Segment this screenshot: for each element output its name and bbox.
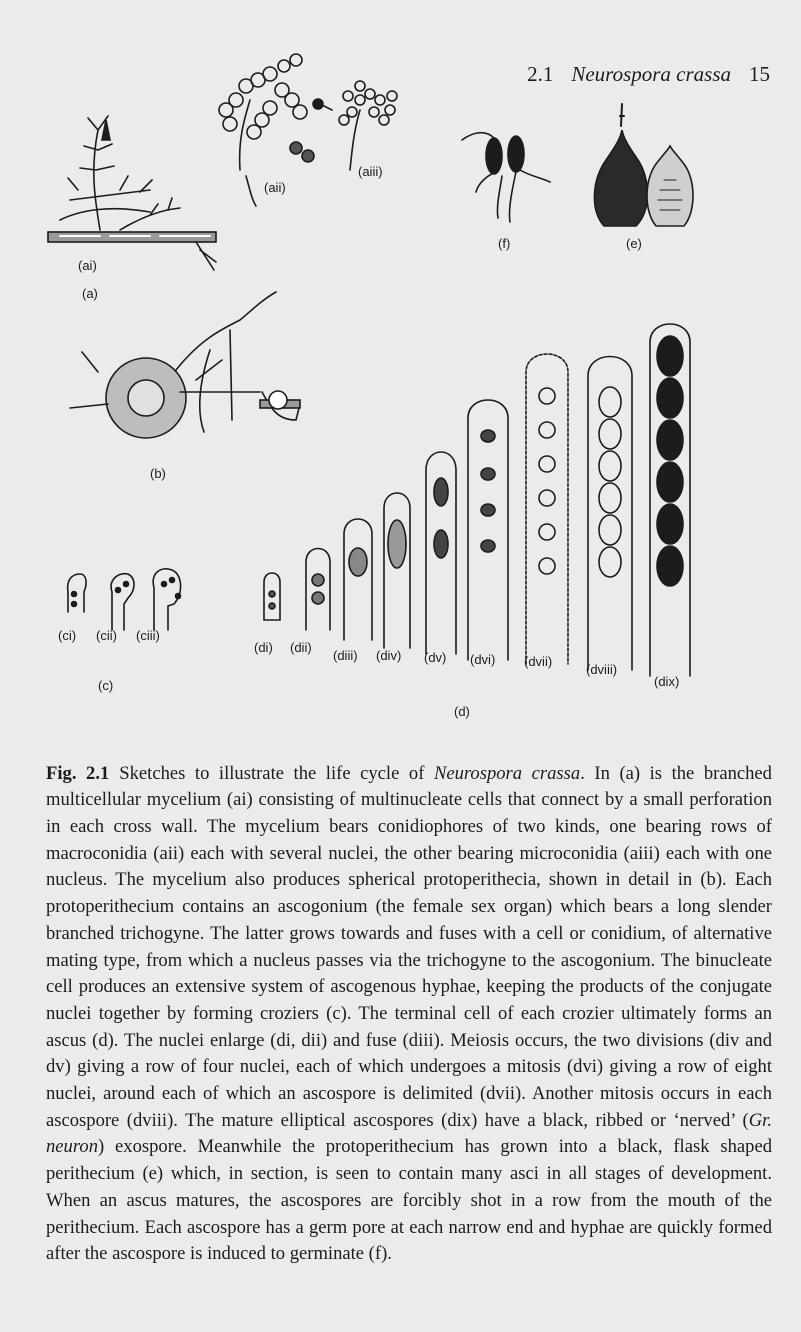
greek-etymology: Gr. neuron (46, 1109, 772, 1158)
section-number: 2.1 (527, 62, 554, 86)
asci-series-drawing (264, 324, 690, 676)
label-cii: (cii) (96, 628, 117, 643)
label-dv: (dv) (424, 650, 447, 665)
page-number: 15 (749, 62, 770, 86)
label-b: (b) (150, 466, 166, 481)
species-name: Neurospora crassa (433, 762, 581, 784)
caption-text-3: ) exospore. Meanwhile the protoperithecium has grown into a black, flask shaped perithecium (e) which, in section, is seen to contain many asci in all stages of development. When an ascus matures, the ascospores are forcibly shot in a row from the mouth of the perithecium. Each ascospore has a germ pore at each narrow end and hyphae are quickly formed after the ascospore is induced to germinate (f). (46, 1136, 772, 1265)
label-diii: (diii) (333, 648, 358, 663)
label-dvi: (dvi) (470, 652, 496, 667)
label-ciii: (ciii) (136, 628, 160, 643)
label-aii: (aii) (264, 180, 286, 195)
mycelium-drawing (48, 116, 216, 270)
germinating-ascospore-drawing (462, 133, 550, 222)
label-f: (f) (498, 236, 511, 251)
label-div: (div) (376, 648, 402, 663)
figure-number: Fig. 2.1 (46, 762, 110, 784)
caption-text-2: . In (a) is the branched multicellular mycelium (ai) consisting of multinucleate cells that connect by a small perforation in each cross wall. The mycelium bears conidiophores of two kinds, one bearing rows of macroconidia (aii) each with several nuclei, the other bearing microconidia (aiii) each with one nucleus. The mycelium also produces spherical protoperithecia, shown in detail in (b). Each protoperithecium contains an ascogonium (the female sex organ) which bears a long slender branched trichogyne. The latter grows towards and fuses with a cell or conidium, of alternative mating type, from which a nucleus passes via the trichogyne to the ascogonium. The binucleate cell produces an extensive system of ascogenous hyphae, keeping the products of the conjugate nuclei together by forming croziers (c). The terminal cell of each crozier ultimately forms an ascus (d). The nuclei enlarge (di, dii) and fuse (diii). Meiosis occurs, the two divisions (div and dv) giving a row of four nuclei, each of which undergoes a mitosis (dvi) giving a row of eight nuclei, around each of which an ascospore is delimited (dvii). Another mitosis occurs in each ascospore (dviii). The mature elliptical ascospores (dix) have a black, ribbed or ‘nerved’ ( (46, 762, 772, 1131)
caption-text-1: Sketches to illustrate the life cycle of (119, 762, 434, 784)
label-aiii: (aiii) (358, 164, 383, 179)
croziers-drawing (68, 569, 181, 630)
label-ci: (ci) (58, 628, 77, 643)
label-e: (e) (626, 236, 642, 251)
label-ai: (ai) (78, 258, 97, 273)
figure-labels (58, 164, 679, 719)
perithecium-drawing (594, 104, 693, 226)
label-dviii: (dviii) (586, 662, 618, 677)
figure-caption (46, 761, 772, 1268)
label-dvii: (dvii) (524, 654, 553, 669)
microconidia-drawing (313, 81, 397, 170)
label-a: (a) (82, 286, 98, 301)
label-c: (c) (98, 678, 114, 693)
label-d: (d) (454, 704, 470, 719)
label-dix: (dix) (654, 674, 680, 689)
chapter-title: Neurospora crassa (571, 62, 731, 86)
label-dii: (dii) (290, 640, 312, 655)
label-di: (di) (254, 640, 273, 655)
protoperithecium-drawing (70, 292, 300, 438)
